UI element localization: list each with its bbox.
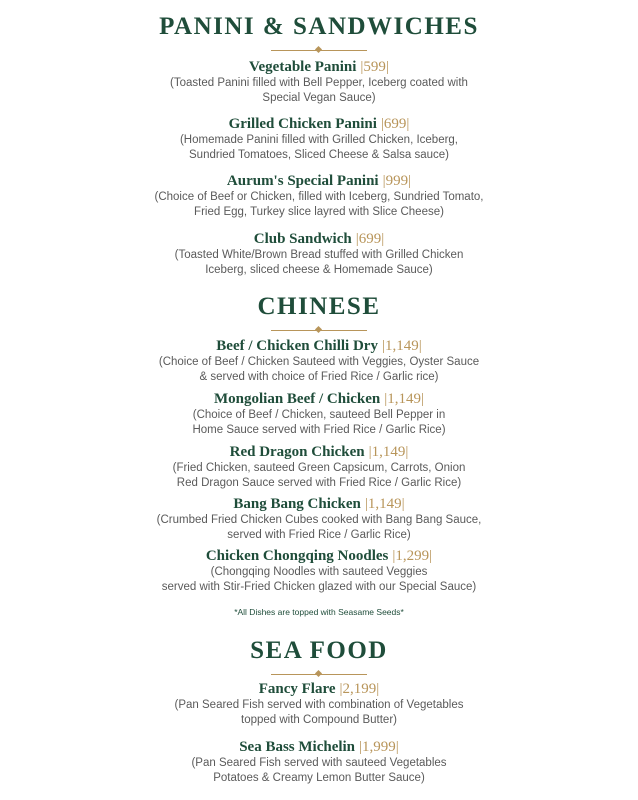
item-desc-line: (Crumbed Fried Chicken Cubes cooked with Bang Bang Sauce, — [156, 514, 482, 526]
item-desc-line: (Toasted White/Brown Bread stuffed with Grilled Chicken — [174, 249, 464, 261]
section-chinese-header — [0, 292, 638, 336]
menu-item — [0, 58, 638, 105]
item-price: |599| — [360, 59, 389, 75]
ornament-divider — [271, 326, 367, 336]
ornament-divider — [271, 670, 367, 680]
section-title: SEA FOOD — [250, 637, 388, 664]
item-name: Chicken Chongqing Noodles — [205, 548, 389, 564]
menu-item — [0, 337, 638, 384]
item-desc-line: Fried Egg, Turkey slice layred with Slice Cheese) — [194, 205, 444, 218]
item-name: Fancy Flare — [258, 681, 336, 697]
item-price: |1,149| — [384, 391, 425, 407]
item-desc-line: (Chongqing Noodles with sauteed Veggies — [210, 566, 428, 578]
item-desc-line: (Choice of Beef / Chicken, sauteed Bell Pepper in — [192, 409, 446, 421]
menu-item — [0, 495, 638, 542]
menu-item — [0, 115, 638, 162]
item-price: |1,149| — [364, 496, 405, 512]
item-desc-line: (Choice of Beef / Chicken Sauteed with Veggies, Oyster Sauce — [158, 356, 480, 368]
menu-item — [0, 680, 638, 727]
item-name: Sea Bass Michelin — [239, 739, 356, 755]
section-title: CHINESE — [257, 293, 381, 320]
menu-item — [0, 443, 638, 490]
item-desc-line: (Pan Seared Fish served with sauteed Vegetables — [191, 757, 447, 769]
item-desc-line: (Toasted Panini filled with Bell Pepper, Iceberg coated with — [170, 77, 468, 89]
item-price: |1,999| — [359, 739, 399, 755]
section-panini-header — [0, 12, 638, 56]
item-desc-line: (Pan Seared Fish served with combination of Vegetables — [174, 699, 464, 711]
item-name: Club Sandwich — [253, 231, 352, 247]
item-price: |1,149| — [368, 444, 409, 460]
menu-item — [0, 547, 638, 594]
item-price: |699| — [355, 231, 385, 247]
item-desc-line: & served with choice of Fried Rice / Garlic rice) — [199, 370, 439, 383]
item-name: Red Dragon Chicken — [229, 444, 365, 460]
menu-item — [0, 230, 638, 277]
item-desc-line: (Homemade Panini filled with Grilled Chicken, Iceberg, — [179, 134, 459, 146]
item-name: Grilled Chicken Panini — [228, 116, 377, 132]
item-name: Bang Bang Chicken — [233, 496, 361, 512]
item-name: Vegetable Panini — [249, 59, 357, 75]
item-desc-line: (Choice of Beef or Chicken, filled with Iceberg, Sundried Tomato, — [154, 191, 484, 203]
item-desc-line: Home Sauce served with Fried Rice / Garlic Rice) — [192, 423, 446, 436]
item-desc-line: Special Vegan Sauce) — [262, 91, 376, 104]
item-name: Mongolian Beef / Chicken — [213, 391, 381, 407]
menu-item — [0, 738, 638, 785]
item-price: |1,299| — [392, 548, 433, 564]
item-price: |699| — [380, 116, 410, 132]
ornament-divider — [271, 46, 367, 56]
seasame-note: *All Dishes are topped with Seasame Seeds* — [234, 607, 404, 617]
item-price: |999| — [382, 173, 412, 189]
item-price: |1,149| — [381, 338, 422, 354]
item-desc-line: topped with Compound Butter) — [241, 713, 397, 726]
item-name: Beef / Chicken Chilli Dry — [216, 338, 378, 354]
section-seafood-header — [0, 636, 638, 680]
item-desc-line: served with Stir-Fried Chicken glazed with our Special Sauce) — [161, 580, 477, 593]
item-desc-line: Sundried Tomatoes, Sliced Cheese & Salsa sauce) — [189, 148, 449, 161]
item-desc-line: Red Dragon Sauce served with Fried Rice / Garlic Rice) — [176, 476, 462, 489]
item-desc-line: Iceberg, sliced cheese & Homemade Sauce) — [205, 263, 433, 276]
item-desc-line: (Fried Chicken, sauteed Green Capsicum, Carrots, Onion — [172, 462, 466, 474]
item-name: Aurum's Special Panini — [226, 173, 379, 189]
section-title: PANINI & SANDWICHES — [159, 13, 479, 40]
menu-item — [0, 172, 638, 219]
menu-item — [0, 390, 638, 437]
item-desc-line: Potatoes & Creamy Lemon Butter Sauce) — [213, 771, 425, 784]
item-desc-line: served with Fried Rice / Garlic Rice) — [227, 528, 411, 541]
item-price: |2,199| — [339, 681, 380, 697]
